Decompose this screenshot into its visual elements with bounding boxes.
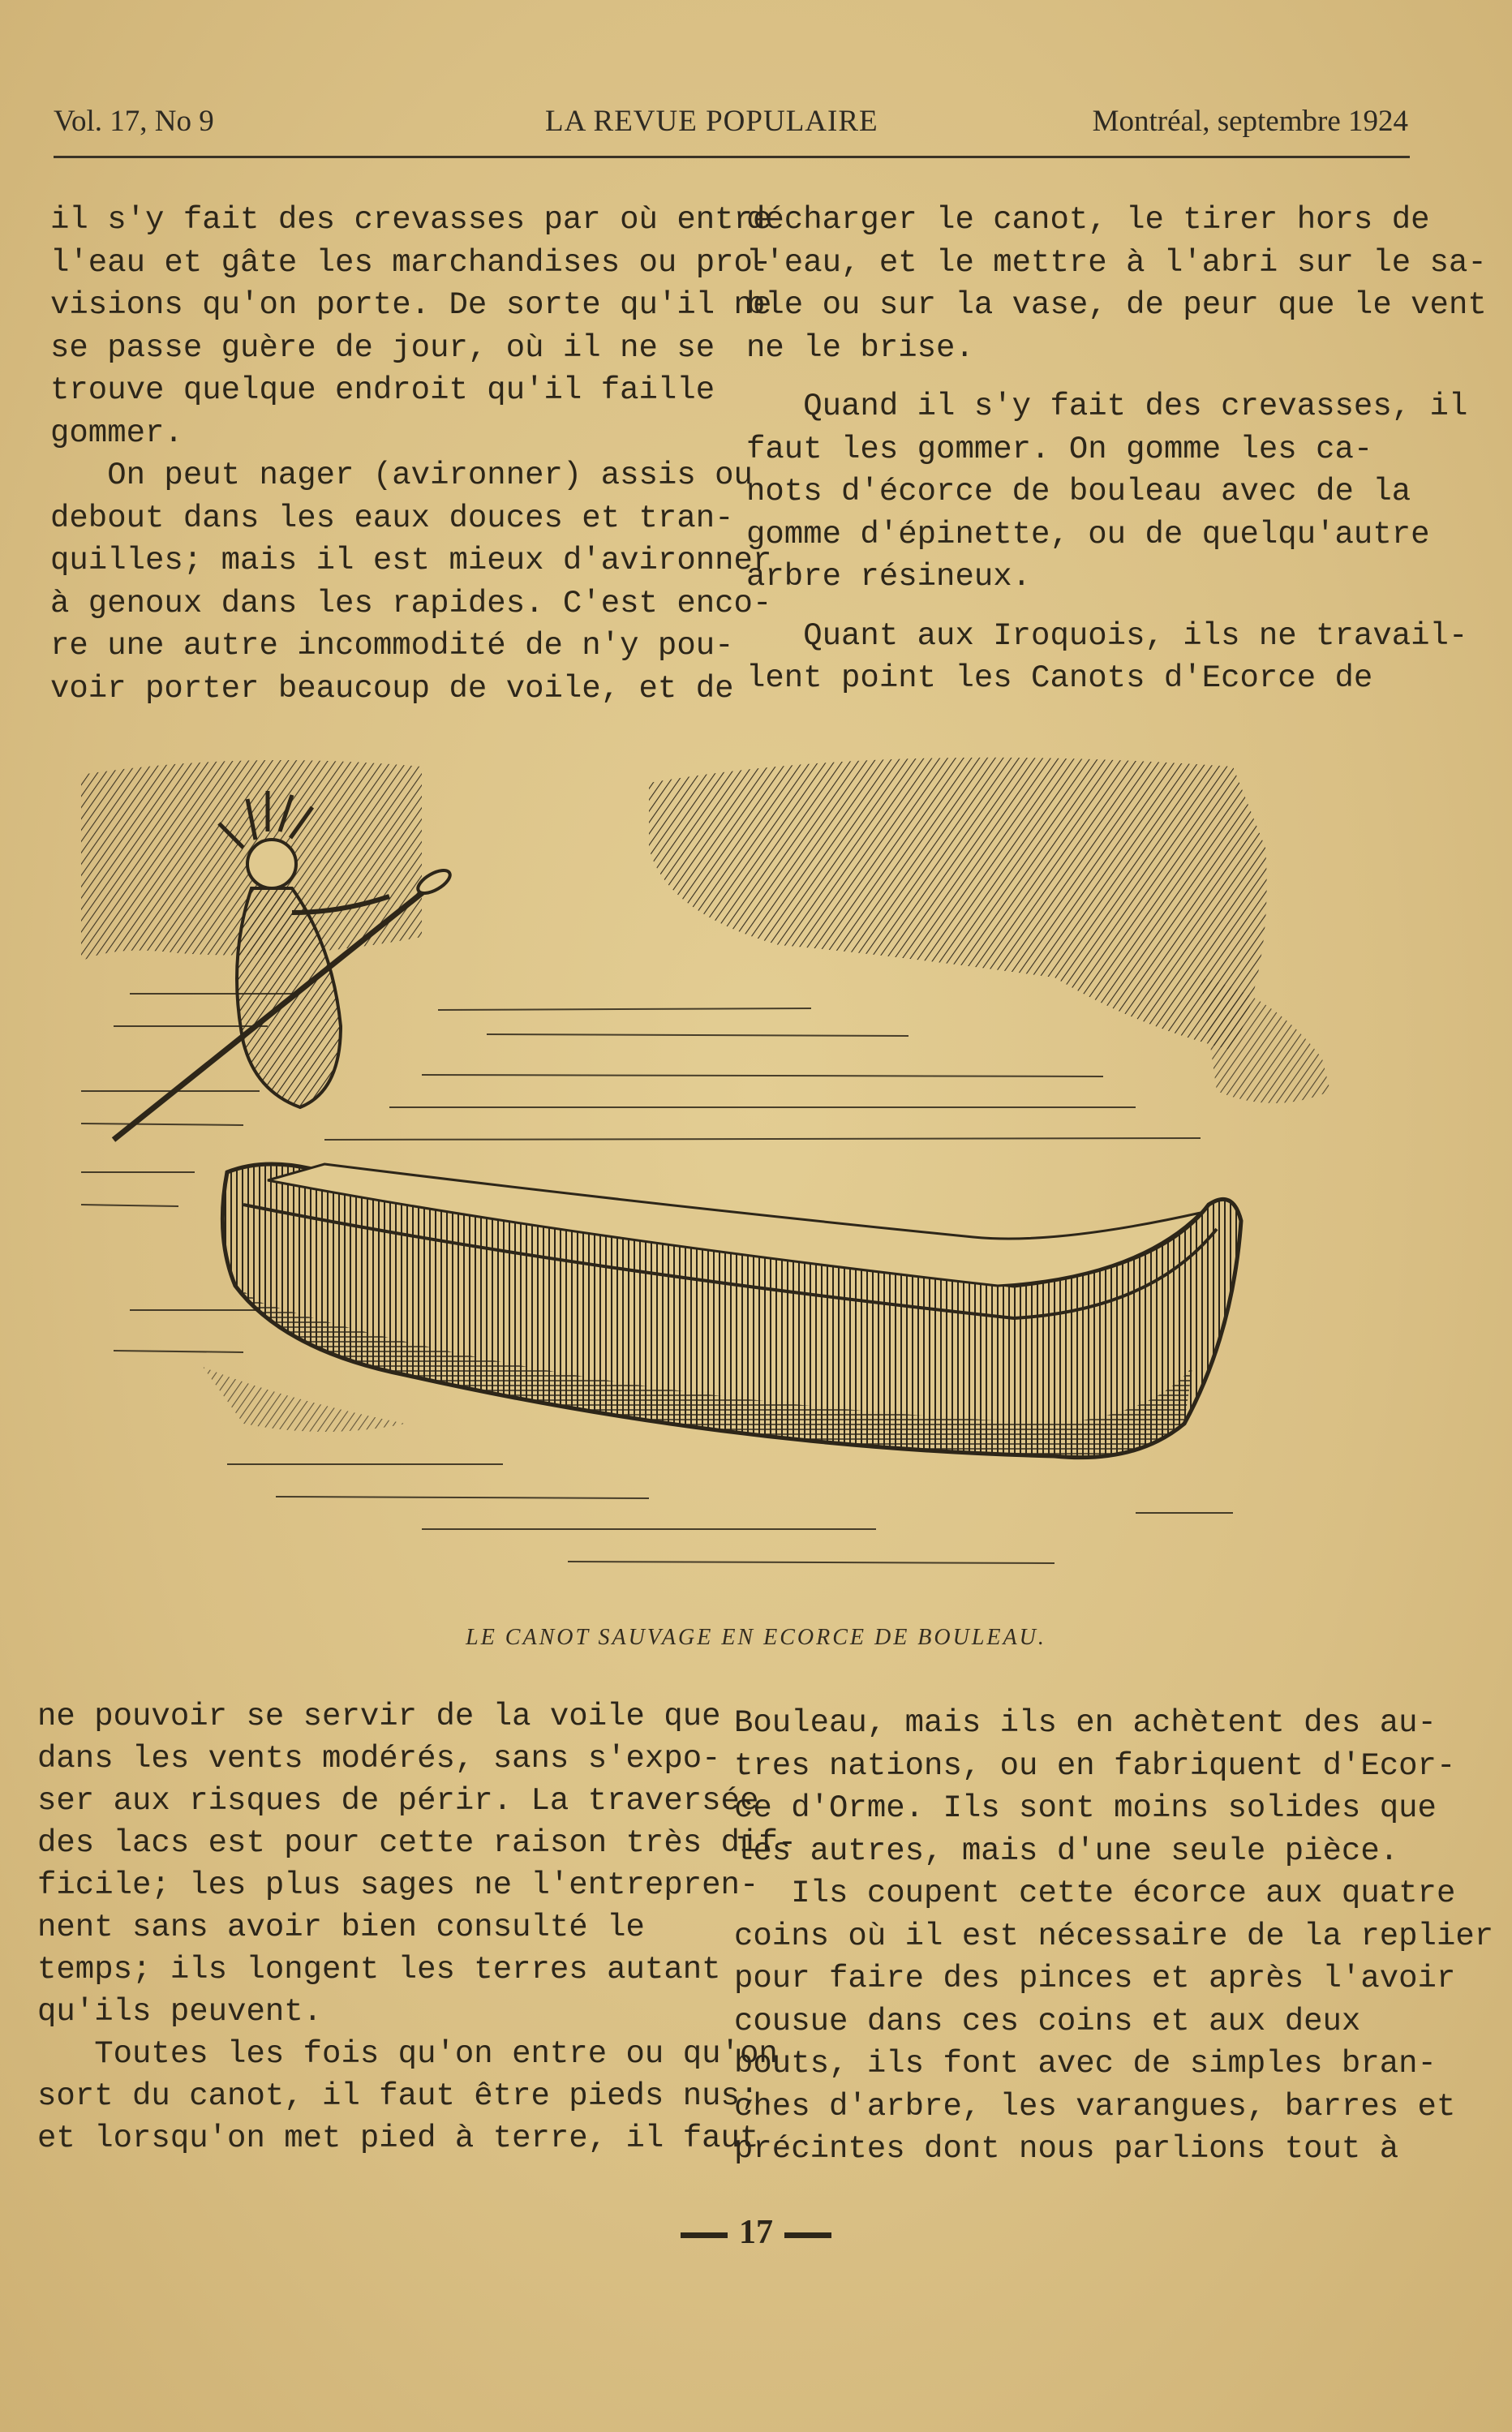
text-line: visions qu'on porte. De sorte qu'il ne [50,287,772,323]
foliage-right-edge [1201,978,1330,1103]
paragraph-gap [746,369,1487,385]
paragraph-gap [746,599,1487,615]
text-line: qu'ils peuvent. [37,1994,323,2030]
text-line: lent point les Canots d'Ecorce de [746,660,1373,696]
footer-dash-left [681,2232,728,2238]
text-line: décharger le canot, le tirer hors de [746,202,1430,238]
text-line: sort du canot, il faut être pieds nus; [37,2078,759,2114]
text-line: les autres, mais d'une seule pièce. [734,1833,1399,1869]
place-date: Montréal, septembre 1924 [1092,105,1408,138]
text-line: temps; ils longent les terres autant [37,1952,721,1987]
text-line: ches d'arbre, les varangues, barres et [734,2088,1456,2125]
text-line: ser aux risques de périr. La traversée [37,1783,759,1819]
text-line: se passe guère de jour, où il ne se [50,329,715,366]
text-line: ble ou sur la vase, de peur que le vent [746,287,1487,323]
text-line: tres nations, ou en fabriquent d'Ecor- [734,1747,1456,1784]
text-line: cousue dans ces coins et aux deux [734,2003,1361,2039]
page-number: 17 [739,2214,773,2251]
publication-title: LA REVUE POPULAIRE [545,105,878,138]
text-line: arbre résineux. [746,559,1032,595]
text-line: l'eau, et le mettre à l'abri sur le sa- [746,244,1487,281]
text-line: re une autre incommodité de n'y pou- [50,628,734,664]
text-line: Quand il s'y fait des crevasses, il [746,389,1468,424]
column-top-left [50,199,771,710]
illustration-caption: LE CANOT SAUVAGE EN ECORCE DE BOULEAU. [466,1625,1046,1650]
text-line: trouve quelque endroit qu'il faille [50,372,715,408]
text-line: ne pouvoir se servir de la voile que [37,1699,721,1734]
text-line: et lorsqu'on met pied à terre, il faut [37,2120,759,2156]
text-line: l'eau et gâte les marchandises ou pro- [50,244,772,281]
text-line: pour faire des pinces et après l'avoir [734,1961,1456,1996]
column-bottom-left [37,1695,797,2159]
text-line: gommer. [50,415,183,451]
running-header [54,104,1408,144]
text-line: Bouleau, mais ils en achètent des au- [734,1705,1437,1741]
text-line: il s'y fait des crevasses par où entre [50,202,772,238]
text-line: gomme d'épinette, ou de quelqu'autre [746,516,1430,552]
volume-issue: Vol. 17, No 9 [54,105,214,138]
text-line: coins où il est nécessaire de la replier [734,1918,1494,1954]
text-line: On peut nager (avironner) assis ou [50,458,753,493]
text-line: ne le brise. [746,329,974,366]
text-line: faut les gommer. On gomme les ca- [746,431,1373,467]
text-line: ce d'Orme. Ils sont moins solides que [734,1790,1437,1826]
text-line: nots d'écorce de bouleau avec de la [746,474,1411,509]
header-rule [54,156,1410,158]
text-line: Toutes les fois qu'on entre ou qu'on [37,2036,778,2072]
text-line: Quant aux Iroquois, ils ne travail- [746,617,1468,654]
column-bottom-right [734,1702,1493,2171]
text-line: voir porter beaucoup de voile, et de [50,670,734,707]
shore-brush [203,1367,406,1432]
text-line: debout dans les eaux douces et tran- [50,500,734,536]
text-line: à genoux dans les rapides. C'est enco- [50,585,772,621]
foliage-right [649,758,1267,1051]
text-line: dans les vents modérés, sans s'expo- [37,1741,721,1777]
text-line: précintes dont nous parlions tout à [734,2131,1399,2167]
text-line: quilles; mais il est mieux d'avironner [50,543,772,578]
text-line: des lacs est pour cette raison très dif- [37,1825,797,1861]
page-footer [0,2213,1512,2252]
canoe-illustration [81,750,1330,1614]
text-line: Ils coupent cette écorce aux quatre [734,1876,1456,1911]
text-line: bouts, ils font avec de simples bran- [734,2046,1437,2082]
footer-dash-right [784,2232,831,2238]
text-line: ficile; les plus sages ne l'entrepren- [37,1867,759,1903]
text-line: nent sans avoir bien consulté le [37,1910,645,1945]
column-top-right [746,199,1487,700]
